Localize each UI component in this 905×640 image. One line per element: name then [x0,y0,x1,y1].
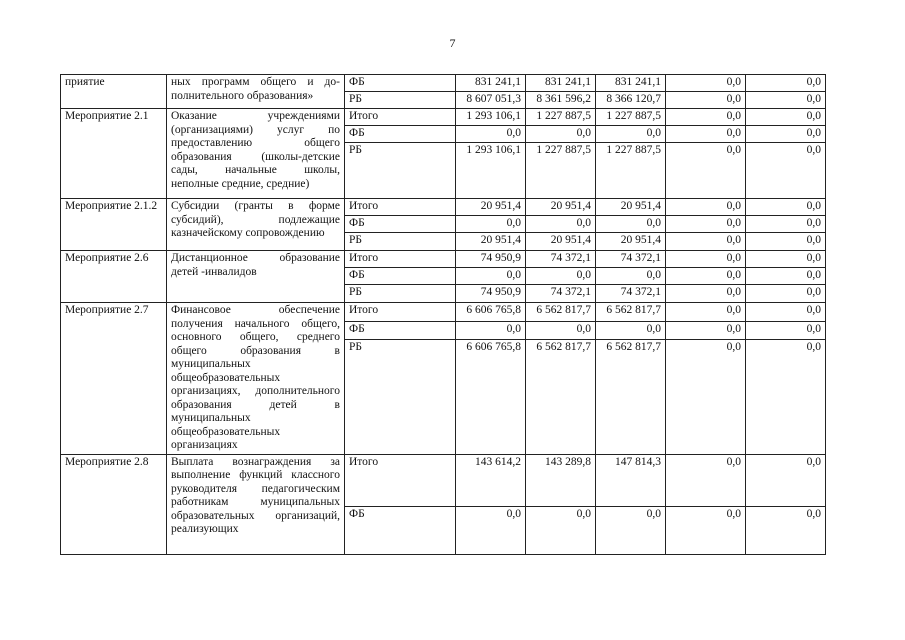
amount-cell: 74 372,1 [526,251,596,268]
event-name-cell [61,454,167,554]
table-row [61,454,826,506]
amount-cell: 0,0 [526,216,596,233]
amount-cell: 0,0 [746,109,826,126]
table-row [61,251,826,268]
amount-cell: 0,0 [666,216,746,233]
amount-cell: 0,0 [746,143,826,199]
amount-cell: 0,0 [666,454,746,506]
amount-cell: 0,0 [666,285,746,303]
amount-cell: 831 241,1 [596,75,666,92]
amount-cell: 74 372,1 [526,285,596,303]
funding-source: РБ [345,340,456,454]
event-description-cell [167,109,345,199]
event-description-cell [167,251,345,303]
table-row [61,199,826,216]
amount-cell: 6 562 817,7 [526,303,596,322]
amount-cell: 20 951,4 [596,199,666,216]
amount-cell: 0,0 [526,506,596,554]
event-description-cell [167,199,345,251]
amount-cell: 0,0 [746,233,826,251]
page-number: 7 [449,36,456,50]
amount-cell: 20 951,4 [526,199,596,216]
amount-cell: 143 614,2 [456,454,526,506]
amount-cell: 0,0 [666,251,746,268]
funding-source: ФБ [345,506,456,554]
amount-cell: 0,0 [746,454,826,506]
event-name-cell [61,109,167,199]
amount-cell: 0,0 [666,303,746,322]
amount-cell: 6 562 817,7 [596,303,666,322]
event-name-cell [61,251,167,303]
amount-cell: 0,0 [666,92,746,109]
amount-cell: 8 607 051,3 [456,92,526,109]
amount-cell: 0,0 [666,233,746,251]
amount-cell: 831 241,1 [456,75,526,92]
event-name: Мероприятие 2.1 [65,110,149,122]
amount-cell: 0,0 [746,92,826,109]
event-name: Мероприятие 2.6 [65,252,149,264]
table-row [61,75,826,92]
event-name-cell [61,75,167,109]
funding-source: Итого [345,199,456,216]
amount-cell: 0,0 [666,75,746,92]
event-description-cell [167,75,345,109]
amount-cell: 6 562 817,7 [596,340,666,454]
event-description: ных программ общего и до-полнительного образования» [171,76,340,102]
amount-cell: 0,0 [746,268,826,285]
table-row [61,109,826,126]
budget-table [60,74,826,555]
amount-cell: 6 562 817,7 [526,340,596,454]
amount-cell: 831 241,1 [526,75,596,92]
table-row [61,303,826,322]
amount-cell: 0,0 [746,216,826,233]
amount-cell: 0,0 [456,506,526,554]
amount-cell: 0,0 [526,126,596,143]
amount-cell: 20 951,4 [596,233,666,251]
funding-source: РБ [345,233,456,251]
event-description-cell [167,303,345,455]
amount-cell: 0,0 [526,321,596,340]
event-description: Финансовое обеспечение получения начального общего, основного общего, среднего общего образования в муниципальных общеобразовательных организациях, дополнительного образования детей в муниципальных общеобразовательных организациях [171,304,340,451]
amount-cell: 0,0 [666,199,746,216]
amount-cell: 0,0 [526,268,596,285]
event-description: Дистанционное образование детей -инвалидов [171,252,340,278]
amount-cell: 0,0 [666,126,746,143]
amount-cell: 0,0 [456,268,526,285]
funding-source: Итого [345,454,456,506]
event-name: Мероприятие 2.8 [65,455,149,468]
amount-cell: 0,0 [746,75,826,92]
amount-cell: 0,0 [666,109,746,126]
amount-cell: 74 372,1 [596,285,666,303]
funding-source: ФБ [345,75,456,92]
amount-cell: 0,0 [596,268,666,285]
funding-source: РБ [345,92,456,109]
amount-cell: 0,0 [596,321,666,340]
amount-cell: 8 366 120,7 [596,92,666,109]
funding-source: РБ [345,285,456,303]
event-name-cell [61,303,167,455]
event-description: Выплата вознаграждения за выполнение функций классного руководителя педагогическим работникам муниципальных образовательных организаций, реализующих [171,455,340,535]
amount-cell: 0,0 [596,506,666,554]
amount-cell: 0,0 [666,268,746,285]
amount-cell: 74 950,9 [456,285,526,303]
amount-cell: 6 606 765,8 [456,303,526,322]
amount-cell: 0,0 [456,216,526,233]
amount-cell: 0,0 [666,506,746,554]
amount-cell: 74 950,9 [456,251,526,268]
funding-source: ФБ [345,216,456,233]
funding-source: Итого [345,303,456,322]
funding-source: Итого [345,251,456,268]
amount-cell: 0,0 [746,199,826,216]
amount-cell: 0,0 [666,321,746,340]
event-description: Субсидии (гранты в форме субсидий), подлежащие казначейскому сопровождению [171,200,340,239]
amount-cell: 0,0 [596,216,666,233]
funding-source: РБ [345,143,456,199]
amount-cell: 1 227 887,5 [596,109,666,126]
amount-cell: 0,0 [666,340,746,454]
funding-source: ФБ [345,321,456,340]
amount-cell: 0,0 [746,340,826,454]
amount-cell: 0,0 [596,126,666,143]
amount-cell: 0,0 [456,321,526,340]
amount-cell: 6 606 765,8 [456,340,526,454]
amount-cell: 8 361 596,2 [526,92,596,109]
funding-source: ФБ [345,268,456,285]
event-name-cell [61,199,167,251]
amount-cell: 20 951,4 [456,199,526,216]
amount-cell: 0,0 [746,321,826,340]
event-description-cell [167,454,345,554]
amount-cell: 0,0 [746,303,826,322]
amount-cell: 0,0 [746,251,826,268]
event-name: Мероприятие 2.1.2 [65,200,158,212]
amount-cell: 1 293 106,1 [456,109,526,126]
amount-cell: 20 951,4 [526,233,596,251]
amount-cell: 1 293 106,1 [456,143,526,199]
amount-cell: 1 227 887,5 [526,109,596,126]
event-name: Мероприятие 2.7 [65,304,149,316]
funding-source: Итого [345,109,456,126]
amount-cell: 0,0 [666,143,746,199]
event-name: приятие [65,76,105,88]
event-description: Оказание учреждениями (организациями) услуг по предоставлению общего образования (школы-детские сады, начальные школы, неполные средние, средние) [171,110,340,190]
amount-cell: 0,0 [746,285,826,303]
amount-cell: 143 289,8 [526,454,596,506]
amount-cell: 0,0 [746,126,826,143]
amount-cell: 1 227 887,5 [596,143,666,199]
amount-cell: 147 814,3 [596,454,666,506]
amount-cell: 20 951,4 [456,233,526,251]
budget-table-body [61,75,826,555]
amount-cell: 0,0 [746,506,826,554]
amount-cell: 1 227 887,5 [526,143,596,199]
amount-cell: 74 372,1 [596,251,666,268]
amount-cell: 0,0 [456,126,526,143]
funding-source: ФБ [345,126,456,143]
